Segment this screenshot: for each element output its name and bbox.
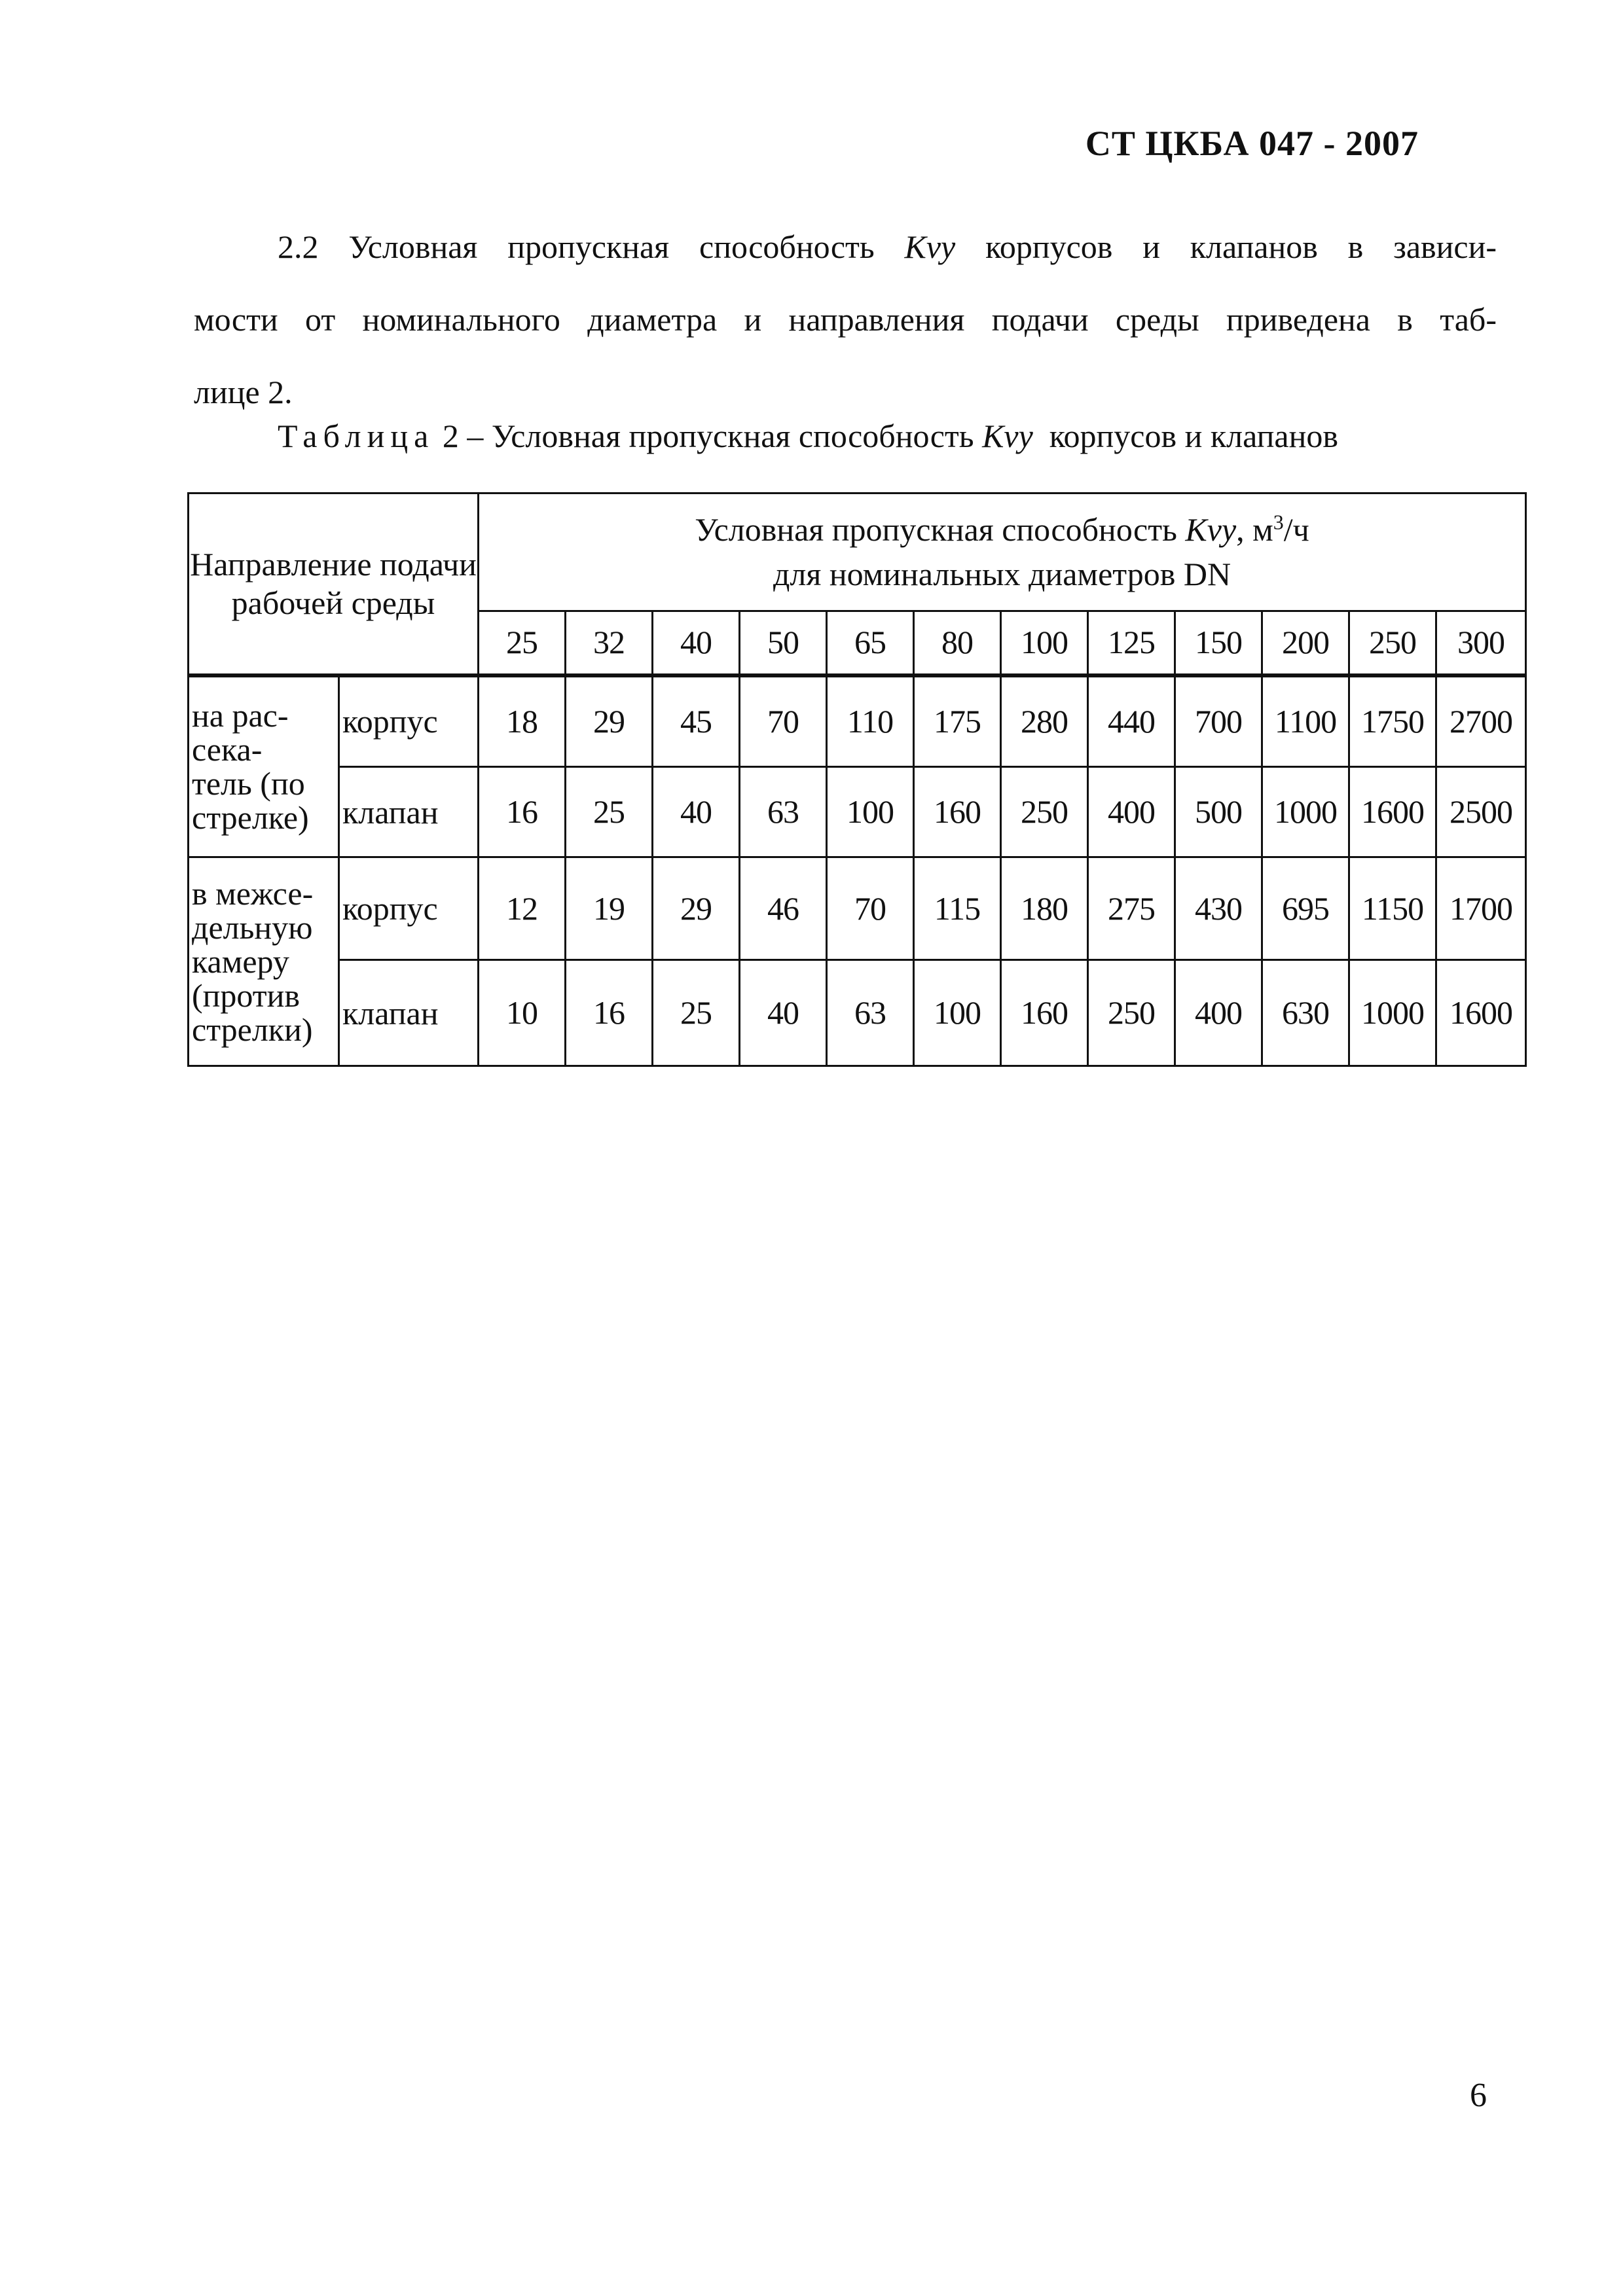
value-cell: 63 (827, 960, 914, 1066)
value-cell: 63 (740, 767, 827, 857)
value-cell: 500 (1175, 767, 1262, 857)
paragraph-2-2 (194, 211, 1497, 429)
header-direction: Направление подачи рабочей среды (189, 493, 479, 675)
value-cell: 115 (914, 857, 1001, 960)
value-cell: 430 (1175, 857, 1262, 960)
direction-cell (189, 675, 339, 857)
direction-cell (189, 857, 339, 1066)
part-cell: корпус (339, 675, 479, 767)
paragraph-line-3: лице 2. (194, 374, 293, 410)
diameter-header-cell: 50 (740, 611, 827, 675)
diameter-header-cell: 200 (1262, 611, 1349, 675)
value-cell: 280 (1001, 675, 1088, 767)
value-cell: 45 (653, 675, 740, 767)
paragraph-line1-post: корпусов и клапанов в зависи- (985, 228, 1497, 265)
direction-line: тель (по (192, 765, 305, 802)
value-cell: 180 (1001, 857, 1088, 960)
direction-line: камеру (192, 943, 289, 980)
value-cell: 40 (653, 767, 740, 857)
value-cell: 100 (827, 767, 914, 857)
value-cell: 160 (914, 767, 1001, 857)
value-cell: 1100 (1262, 675, 1349, 767)
header-unit-post: /ч (1283, 511, 1309, 548)
value-cell: 100 (914, 960, 1001, 1066)
caption-prefix: Таблица (278, 418, 435, 454)
diameter-header-cell: 32 (566, 611, 653, 675)
value-cell: 70 (740, 675, 827, 767)
header-unit-sup: 3 (1273, 510, 1284, 534)
direction-line: сека- (192, 731, 263, 768)
kvy-symbol: Kvy (904, 228, 956, 265)
value-cell: 400 (1088, 767, 1175, 857)
caption-suffix: корпусов и клапанов (1049, 418, 1338, 454)
paragraph-line-1 (194, 211, 1497, 283)
page-number: 6 (1470, 2077, 1487, 2114)
value-cell: 46 (740, 857, 827, 960)
value-cell: 70 (827, 857, 914, 960)
diameter-header-cell: 40 (653, 611, 740, 675)
direction-line: (против (192, 977, 300, 1014)
value-cell: 1000 (1262, 767, 1349, 857)
value-cell: 440 (1088, 675, 1175, 767)
table-row (189, 767, 1526, 857)
value-cell: 29 (653, 857, 740, 960)
value-cell: 250 (1088, 960, 1175, 1066)
caption-number: 2 – Условная пропускная способность (442, 418, 974, 454)
value-cell: 400 (1175, 960, 1262, 1066)
value-cell: 19 (566, 857, 653, 960)
paragraph-line-2: мости от номинального диаметра и направления подачи среды приведена в таб- (194, 301, 1497, 338)
value-cell: 1700 (1436, 857, 1526, 960)
direction-line: в межсе- (192, 875, 314, 912)
value-cell: 16 (479, 767, 566, 857)
diameter-header-cell: 250 (1349, 611, 1436, 675)
direction-line: стрелке) (192, 799, 309, 836)
diameter-header-cell: 300 (1436, 611, 1526, 675)
value-cell: 1600 (1349, 767, 1436, 857)
part-cell: корпус (339, 857, 479, 960)
part-cell: клапан (339, 767, 479, 857)
table-row (189, 675, 1526, 767)
value-cell: 2700 (1436, 675, 1526, 767)
diameter-header-cell: 125 (1088, 611, 1175, 675)
diameter-header-cell: 25 (479, 611, 566, 675)
header-capacity-pre: Условная пропускная способность (695, 511, 1177, 548)
direction-line: дельную (192, 909, 313, 946)
direction-line: стрелки) (192, 1011, 313, 1048)
value-cell: 10 (479, 960, 566, 1066)
value-cell: 40 (740, 960, 827, 1066)
header-unit-pre: , м (1236, 511, 1273, 548)
value-cell: 25 (653, 960, 740, 1066)
value-cell: 1600 (1436, 960, 1526, 1066)
value-cell: 25 (566, 767, 653, 857)
direction-line: на рас- (192, 697, 289, 734)
part-cell: клапан (339, 960, 479, 1066)
diameter-header-cell: 65 (827, 611, 914, 675)
value-cell: 2500 (1436, 767, 1526, 857)
value-cell: 16 (566, 960, 653, 1066)
diameter-header-cell: 80 (914, 611, 1001, 675)
document-code: СТ ЦКБА 047 - 2007 (1085, 124, 1419, 163)
value-cell: 695 (1262, 857, 1349, 960)
value-cell: 18 (479, 675, 566, 767)
value-cell: 29 (566, 675, 653, 767)
table-caption (278, 410, 1502, 462)
caption-kvy: Kvy (982, 418, 1033, 454)
header-kvy: Kvy (1185, 511, 1237, 548)
table-row (189, 857, 1526, 960)
value-cell: 700 (1175, 675, 1262, 767)
value-cell: 110 (827, 675, 914, 767)
diameter-header-cell: 150 (1175, 611, 1262, 675)
value-cell: 275 (1088, 857, 1175, 960)
value-cell: 1150 (1349, 857, 1436, 960)
value-cell: 630 (1262, 960, 1349, 1066)
value-cell: 12 (479, 857, 566, 960)
paragraph-line1-pre: 2.2 Условная пропускная способность (278, 228, 875, 265)
value-cell: 1750 (1349, 675, 1436, 767)
diameter-header-cell: 100 (1001, 611, 1088, 675)
value-cell: 1000 (1349, 960, 1436, 1066)
value-cell: 175 (914, 675, 1001, 767)
value-cell: 250 (1001, 767, 1088, 857)
kvy-table (187, 492, 1527, 1067)
header-capacity (479, 493, 1526, 611)
value-cell: 160 (1001, 960, 1088, 1066)
table-row (189, 960, 1526, 1066)
header-capacity-line2: для номинальных диаметров DN (773, 555, 1231, 592)
